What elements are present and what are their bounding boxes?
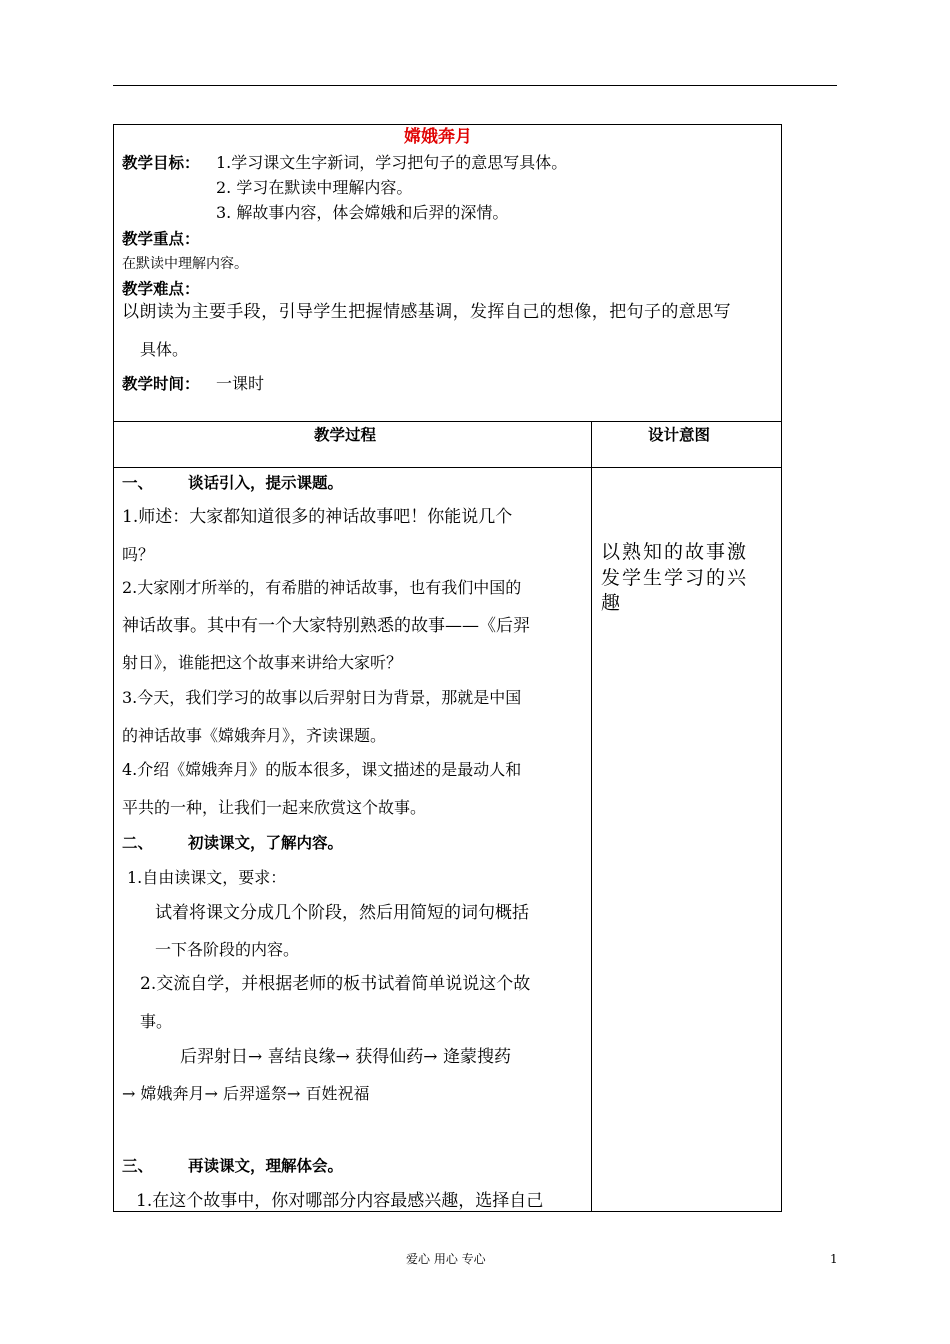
focus-text: 在默读中理解内容。 — [122, 256, 248, 272]
process-line: 后羿射日→ 喜结良缘→ 获得仙药→ 逄蒙搜药 — [180, 1047, 511, 1067]
intent-line: 以熟知的故事激 — [601, 541, 749, 563]
focus-label: 教学重点： — [122, 230, 200, 248]
section-3-title: 再读课文，理解体会。 — [188, 1157, 344, 1175]
objective-item-1: 1.学习课文生字新词，学习把句子的意思写具体。 — [216, 153, 568, 172]
table-column-divider — [591, 421, 592, 1212]
difficulty-text-line2: 具体。 — [140, 340, 189, 359]
intent-line: 趣 — [601, 592, 623, 614]
difficulty-text-line1: 以朗读为主要手段，引导学生把握情感基调，发挥自己的想像，把句子的意思写 — [122, 302, 731, 322]
section-1-title: 谈话引入，提示课题。 — [188, 474, 344, 492]
process-line: 试着将课文分成几个阶段，然后用简短的词句概括 — [155, 903, 529, 923]
page-number: 1 — [830, 1252, 838, 1266]
column-header-intent: 设计意图 — [648, 426, 711, 444]
process-line: 平共的一种，让我们一起来欣赏这个故事。 — [122, 798, 427, 817]
section-2-number: 二、 — [122, 834, 154, 852]
footer-text: 爱心 用心 专心 — [406, 1252, 486, 1266]
process-line: 神话故事。其中有一个大家特别熟悉的故事——《后羿 — [122, 616, 530, 636]
process-line: → 嫦娥奔月→ 后羿遥祭→ 百姓祝福 — [122, 1084, 370, 1103]
time-value: 一课时 — [216, 374, 265, 393]
objective-item-3: 3. 解故事内容，体会嫦娥和后羿的深情。 — [216, 203, 509, 222]
process-line: 3.今天，我们学习的故事以后羿射日为背景，那就是中国 — [122, 688, 522, 707]
time-label: 教学时间： — [122, 375, 200, 393]
difficulty-label: 教学难点： — [122, 280, 200, 298]
process-line: 一下各阶段的内容。 — [155, 940, 300, 959]
column-header-process: 教学过程 — [314, 426, 377, 444]
process-line: 2.交流自学，并根据老师的板书试着简单说说这个故 — [140, 974, 531, 994]
section-1-number: 一、 — [122, 474, 154, 492]
section-3-number: 三、 — [122, 1157, 154, 1175]
section-2-title: 初读课文，了解内容。 — [188, 834, 344, 852]
page-title: 嫦娥奔月 — [404, 127, 472, 147]
process-line: 4.介绍《嫦娥奔月》的版本很多，课文描述的是最动人和 — [122, 760, 522, 779]
header-rule — [113, 85, 837, 86]
intent-line: 发学生学习的兴 — [601, 567, 749, 589]
process-line: 射日》，谁能把这个故事来讲给大家听？ — [122, 653, 403, 672]
process-line: 1.师述：大家都知道很多的神话故事吧！你能说几个 — [122, 507, 513, 527]
process-line: 1.自由读课文，要求： — [127, 868, 287, 887]
objective-item-2: 2. 学习在默读中理解内容。 — [216, 178, 413, 197]
table-header-divider — [113, 467, 782, 468]
process-line: 1.在这个故事中，你对哪部分内容最感兴趣，选择自己 — [136, 1191, 544, 1211]
objectives-label: 教学目标： — [122, 154, 200, 172]
process-line: 吗？ — [122, 545, 155, 564]
process-line: 2.大家刚才所举的，有希腊的神话故事，也有我们中国的 — [122, 578, 522, 597]
process-line: 的神话故事《嫦娥奔月》，齐读课题。 — [122, 726, 387, 745]
process-line: 事。 — [140, 1012, 173, 1031]
